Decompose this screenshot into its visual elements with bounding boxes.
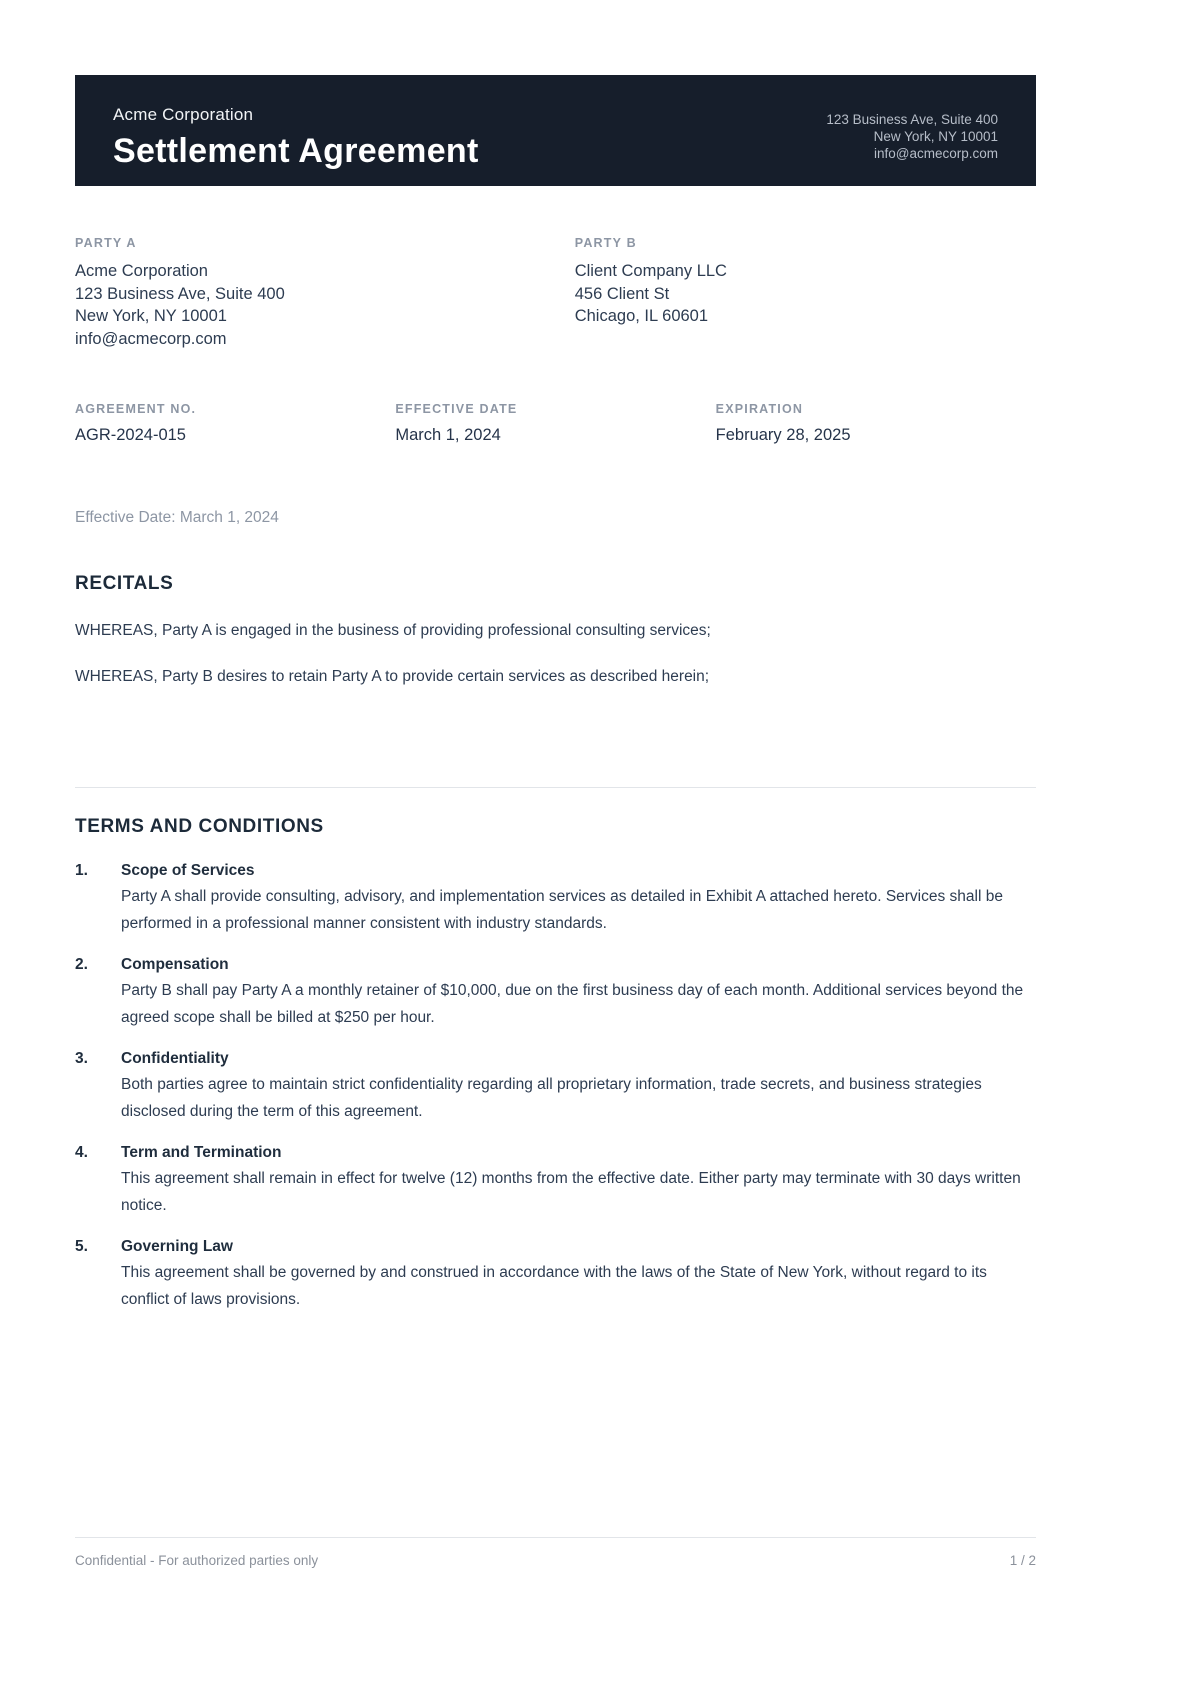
- effective-date-note: Effective Date: March 1, 2024: [75, 509, 279, 526]
- parties-section: [75, 236, 1036, 350]
- effective-date-value: March 1, 2024: [395, 426, 501, 444]
- section-divider: [75, 787, 1036, 788]
- party-a-address-line: 123 Business Ave, Suite 400: [75, 284, 285, 303]
- term-title: Compensation: [121, 956, 229, 973]
- term-title: Term and Termination: [121, 1144, 282, 1161]
- header-email: info@acmecorp.com: [874, 146, 998, 161]
- term-title: Scope of Services: [121, 862, 255, 879]
- term-number: 1.: [75, 862, 88, 879]
- header-address-block: [826, 111, 998, 162]
- agreement-number-label: AGREEMENT NO.: [75, 402, 197, 416]
- party-b-label: PARTY B: [574, 236, 637, 250]
- term-number: 2.: [75, 956, 88, 973]
- expiration-label: EXPIRATION: [715, 402, 804, 416]
- effective-date-field: [395, 402, 715, 445]
- recital-paragraph: WHEREAS, Party B desires to retain Party A to provide certain services as described herein;: [75, 668, 710, 685]
- effective-date-label: EFFECTIVE DATE: [395, 402, 518, 416]
- header-address-line: 123 Business Ave, Suite 400: [826, 112, 998, 127]
- term-item: [75, 956, 1036, 1031]
- terms-list: [75, 862, 1036, 1313]
- term-content: [121, 1238, 1036, 1313]
- document-title: Settlement Agreement: [113, 132, 479, 170]
- term-body: Party B shall pay Party A a monthly retainer of $10,000, due on the first business day of each month. Additional services beyond the agreed scope shall be billed at $250 per hour.: [121, 982, 1024, 1026]
- party-b-name: Client Company LLC: [574, 262, 727, 280]
- confidentiality-notice: Confidential - For authorized parties only: [75, 1553, 319, 1568]
- term-body: Party A shall provide consulting, advisory, and implementation services as detailed in Exhibit A attached hereto. Services shall be performed in a professional manner consistent with industry standards.: [121, 888, 1003, 932]
- terms-heading: TERMS AND CONDITIONS: [75, 816, 324, 837]
- term-item: [75, 1144, 1036, 1219]
- term-body: This agreement shall be governed by and construed in accordance with the laws of the State of New York, without regard to its conflict of laws provisions.: [121, 1264, 987, 1308]
- party-b-details: [575, 260, 1036, 328]
- party-a-address-line: New York, NY 10001: [75, 307, 227, 325]
- agreement-number-field: [75, 402, 395, 445]
- term-item: [75, 1050, 1036, 1125]
- term-title: Confidentiality: [121, 1050, 229, 1067]
- recitals-heading: RECITALS: [75, 573, 174, 594]
- document-footer: [75, 1537, 1036, 1568]
- term-content: [121, 1050, 1036, 1125]
- term-number: 4.: [75, 1144, 88, 1161]
- party-b-block: [575, 236, 1036, 350]
- expiration-field: [716, 402, 1036, 445]
- term-content: [121, 1144, 1036, 1219]
- page-number: 1 / 2: [1009, 1553, 1036, 1568]
- recital-paragraph: WHEREAS, Party A is engaged in the business of providing professional consulting services;: [75, 622, 711, 639]
- agreement-number-value: AGR-2024-015: [75, 426, 186, 444]
- party-a-details: [75, 260, 575, 350]
- party-a-label: PARTY A: [75, 236, 137, 250]
- party-a-name: Acme Corporation: [75, 262, 208, 280]
- company-name: Acme Corporation: [113, 105, 254, 124]
- term-title: Governing Law: [121, 1238, 233, 1255]
- expiration-value: February 28, 2025: [715, 426, 851, 444]
- header-address-line: New York, NY 10001: [873, 129, 998, 144]
- term-body: Both parties agree to maintain strict confidentiality regarding all proprietary information, trade secrets, and business strategies disclosed during the term of this agreement.: [121, 1076, 982, 1120]
- party-a-email: info@acmecorp.com: [75, 329, 227, 348]
- party-b-address-line: Chicago, IL 60601: [574, 307, 709, 325]
- party-b-address-line: 456 Client St: [574, 284, 670, 303]
- term-item: [75, 862, 1036, 937]
- term-body: This agreement shall remain in effect for twelve (12) months from the effective date. Either party may terminate with 30 days written notice.: [121, 1170, 1021, 1214]
- term-item: [75, 1238, 1036, 1313]
- term-number: 5.: [75, 1238, 88, 1255]
- agreement-meta-section: [75, 402, 1036, 445]
- party-a-block: [75, 236, 575, 350]
- term-number: 3.: [75, 1050, 88, 1067]
- term-content: [121, 862, 1036, 937]
- document-header: [75, 75, 1036, 186]
- term-content: [121, 956, 1036, 1031]
